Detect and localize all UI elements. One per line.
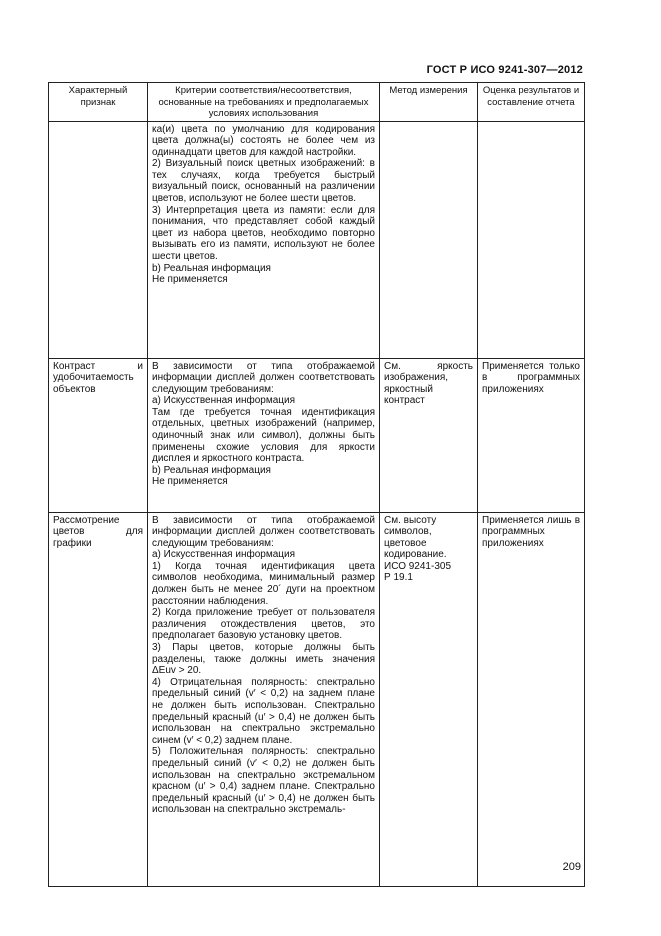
criteria-paragraph: 5) Положительная полярность: спектрально предельный синий (v′ < 0,2) не должен быть использован на спектрально экстремальном красном (u′ > 0,4) заднем плане. Спектрально предельный красный (u′ > 0,4) не должен быть использован на спектрально экстремаль- xyxy=(152,746,375,816)
criteria-paragraph: Не применяется xyxy=(152,274,228,286)
criteria-paragraph: 3) Интерпретация цвета из памяти: если для понимания, что представляет собой каждый цвет из набора цветов, необходимо повторно вызывать его из памяти, используют не более шести цветов. xyxy=(152,204,375,263)
criteria-paragraph: ка(и) цвета по умолчанию для кодирования цвета должна(ы) состоять не более чем из одиннадцати цветов для каждой настройки. xyxy=(152,123,375,158)
criteria-paragraph: а) Искусственная информация xyxy=(152,549,295,561)
page-number: 209 xyxy=(562,861,581,873)
method-cell xyxy=(380,121,478,358)
criteria-paragraph: Там где требуется точная идентификация отдельных, цветных изображений (например, одиночный знак или символ), должны быть применены схожие условия для яркости дисплея и яркостного контраста. xyxy=(152,406,375,465)
criteria-paragraph: 1) Когда точная идентификация цвета символов необходима, минимальный размер должен быть не менее 20´ дуги на проектном расстоянии наблюдения. xyxy=(152,560,375,607)
requirements-table xyxy=(48,82,585,887)
criteria-paragraph: 4) Отрицательная полярность: спектрально предельный синий (v′ < 0,2) на заднем плане не должен быть использован. Спектрально предельный красный (u′ > 0,4) не должен быть использован на спектрально экстремально синем (v′ < 0,2) заднем плане. xyxy=(152,676,375,746)
feature-cell: Контраст и удобочитаемость объектов xyxy=(49,358,148,512)
criteria-paragraph: b) Реальная информация xyxy=(152,262,271,274)
criteria-paragraph: b) Реальная информация xyxy=(152,464,271,476)
criteria-paragraph: В зависимости от типа отображаемой информации дисплей должен соответствовать следующим требованиям: xyxy=(152,514,375,549)
column-header-evaluation: Оценка результатов и составление отчета xyxy=(478,83,585,122)
table-row xyxy=(49,121,585,358)
evaluation-cell xyxy=(478,121,585,358)
column-header-feature: Характерный признак xyxy=(49,83,148,122)
criteria-cell xyxy=(148,358,380,512)
criteria-paragraph: В зависимости от типа отображаемой информации дисплей должен соответствовать следующим требованиям: xyxy=(152,360,375,395)
column-header-method: Метод измерения xyxy=(380,83,478,122)
criteria-paragraph: а) Искусственная информация xyxy=(152,395,295,407)
column-header-criteria: Критерии соответствия/несоответствия, основанные на требованиях и предполагаемых условиях использования xyxy=(148,83,380,122)
criteria-cell xyxy=(148,512,380,886)
table-row xyxy=(49,512,585,886)
criteria-paragraph: 3) Пары цветов, которые должны быть разделены, также должны иметь значения ΔEuv > 20. xyxy=(152,642,375,677)
evaluation-cell: Применяется только в программных приложениях xyxy=(478,358,585,512)
criteria-cell xyxy=(148,121,380,358)
criteria-paragraph: 2) Визуальный поиск цветных изображений: в тех случаях, когда требуется быстрый визуальный поиск, основанный на различении цветов, используют не более шести цветов. xyxy=(152,158,375,205)
feature-cell xyxy=(49,121,148,358)
table-row xyxy=(49,358,585,512)
standard-code-header: ГОСТ Р ИСО 9241-307—2012 xyxy=(426,64,583,76)
evaluation-cell: Применяется лишь в программных приложениях xyxy=(478,512,585,886)
method-cell: См. яркость изображения, яркостный контраст xyxy=(380,358,478,512)
method-cell: См. высоту символов, цветовое кодирование. ИСО 9241-305 Р 19.1 xyxy=(380,512,478,886)
criteria-paragraph: Не применяется xyxy=(152,476,228,488)
criteria-paragraph: 2) Когда приложение требует от пользователя различения отождествления цветов, это предполагает базовую установку цветов. xyxy=(152,607,375,642)
feature-cell: Рассмотрение цветов для графики xyxy=(49,512,148,886)
table-header-row xyxy=(49,83,585,122)
